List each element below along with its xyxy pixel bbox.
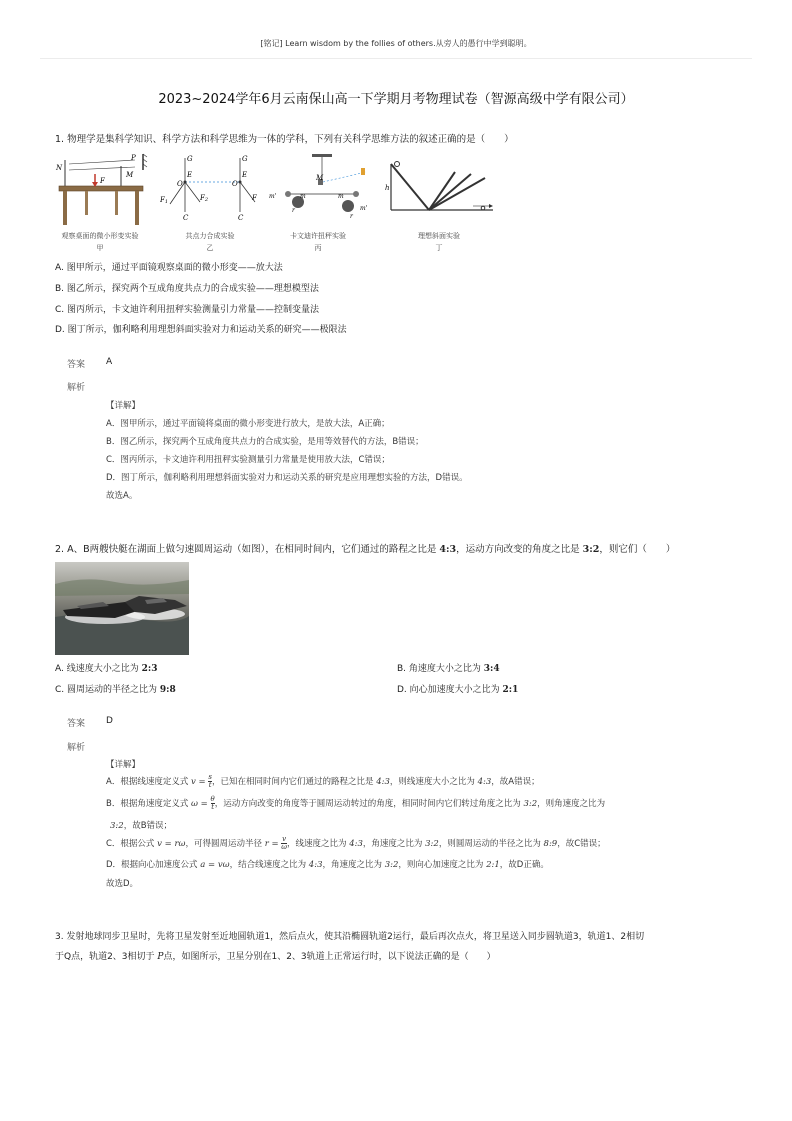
page-title: 2023~2024学年6月云南保山高一下学期月考物理试卷（智源高级中学有限公司） xyxy=(158,92,634,107)
q2-option-b xyxy=(397,661,500,674)
fig-label-n: N xyxy=(56,164,63,172)
fig-label-m-mirror: M xyxy=(316,174,324,182)
fig-label-g2: G xyxy=(242,155,248,163)
q2-stem-part1: 2. A、B两艘快艇在湖面上做匀速圆周运动（如图），在相同时间内，它们通过的路程之比是 xyxy=(55,544,437,555)
q2-option-c-text: C. 圆周运动的半径之比为 xyxy=(55,685,158,695)
fig-label-mprime2: m' xyxy=(360,205,368,212)
q1-analysis-label: 解析 xyxy=(67,383,86,393)
q2-option-d-ratio: 2:1 xyxy=(502,685,519,695)
q2-detail-b: B．根据角速度定义式 ω = $\frac{\theta}{t}$ ，运动方向改变的角度等于圆周运动转过的角度，相同时间内它们转过角度之比为 3:2，则角速度之比为 xyxy=(106,795,606,811)
q2-option-d-text: D. 向心加速度大小之比为 xyxy=(397,685,500,695)
q2-option-d xyxy=(397,682,518,695)
q2-option-c-ratio: 9:8 xyxy=(159,685,176,695)
q1-option-c: C. 图丙所示，卡文迪许利用扭秤实验测量引力常量——控制变量法 xyxy=(55,305,320,315)
q2-stem-part2: ，运动方向改变的角度之比是 xyxy=(456,544,580,555)
fig-label-h: h xyxy=(385,184,390,192)
svg-text:F1 xyxy=(160,196,168,205)
figure-caption-1: 观察桌面的微小形变实验 xyxy=(61,232,139,240)
fig-label-c2: C xyxy=(238,214,244,222)
q1-answer-label: 答案 xyxy=(67,360,86,370)
figure-label-4: 丁 xyxy=(435,244,443,252)
q1-answer: A xyxy=(106,357,113,367)
figure-force-composition xyxy=(160,152,270,232)
q2-option-b-ratio: 3:4 xyxy=(483,664,500,674)
figure-label-1: 甲 xyxy=(96,244,104,252)
fig-label-m1: m xyxy=(300,193,306,200)
fig-label-f3: F xyxy=(252,194,257,202)
fig-label-p: P xyxy=(131,154,136,162)
speedboat-photo xyxy=(55,562,189,655)
q2-option-a xyxy=(55,661,157,674)
q2-option-a-text: A. 线速度大小之比为 xyxy=(55,664,139,674)
fig-label-e2: E xyxy=(242,171,248,179)
q1-option-a: A. 图甲所示，通过平面镜观察桌面的微小形变——放大法 xyxy=(55,263,283,273)
figure-desk-mirror xyxy=(55,152,155,234)
q2-option-b-text: B. 角速度大小之比为 xyxy=(397,664,481,674)
q2-answer: D xyxy=(106,716,113,726)
fig-label-c1: C xyxy=(183,214,189,222)
figure-caption-2: 共点力合成实验 xyxy=(185,232,235,240)
q2-stem-ratio1: 4:3 xyxy=(439,544,457,555)
q3-stem-line1: 3. 发射地球同步卫星时，先将卫星发射至近地圆轨道1，然后点火，使其沿椭圆轨道2运行，最后再次点火，将卫星送入同步圆轨道3，轨道1、2相切 xyxy=(55,932,645,942)
q2-conclusion: 故选D。 xyxy=(106,879,139,889)
q1-detail-d: D．图丁所示，伽利略利用理想斜面实验对力和运动关系的研究是应用理想实验的方法，D错误。 xyxy=(106,473,468,483)
figure-label-2: 乙 xyxy=(206,244,214,252)
q2-option-c xyxy=(55,682,176,695)
figure-caption-3: 卡文迪许扭秤实验 xyxy=(290,232,346,240)
fig-label-r1: r xyxy=(292,207,295,214)
fig-label-m2: m xyxy=(338,193,344,200)
fig-label-f1-sub: 1 xyxy=(164,199,169,205)
q1-detail-c: C．图丙所示，卡文迪许利用扭秤实验测量引力常量是使用放大法，C错误； xyxy=(106,455,390,465)
q1-stem: 1. 物理学是集科学知识、科学方法和科学思维为一体的学科，下列有关科学思维方法的叙述正确的是（ ） xyxy=(55,134,514,145)
figure-caption-4: 理想斜面实验 xyxy=(418,232,460,240)
fig-label-e1: E xyxy=(187,171,193,179)
fig-label-f1: F xyxy=(160,196,165,204)
fig-label-f2-sub: 2 xyxy=(204,197,209,203)
q2-detail-a: A．根据线速度定义式 v = $\frac{s}{t}$ ，已知在相同时间内它们通过的路程之比是 4:3，则线速度大小之比为 4:3，故A错误； xyxy=(106,773,540,789)
q2-detail-b-cont: 3:2，故B错误； xyxy=(110,821,173,831)
q3-stem-line2: 于Q点，轨道2、3相切于 P点，如图所示，卫星分别在1、2、3轨道上正常运行时，以下说法正确的是（ ） xyxy=(55,952,496,962)
fig-label-o2: O xyxy=(232,180,238,188)
fig-label-r2: r xyxy=(350,213,353,220)
svg-text:F2 xyxy=(199,194,208,203)
fig-label-g1: G xyxy=(187,155,193,163)
fig-label-f2: F xyxy=(200,194,205,202)
figure-ideal-slope xyxy=(385,152,495,222)
q2-stem-ratio2: 3:2 xyxy=(582,544,600,555)
q1-option-b: B. 图乙所示，探究两个互成角度共点力的合成实验——理想模型法 xyxy=(55,284,319,294)
q1-detail-b: B．图乙所示，探究两个互成角度共点力的合成实验，是用等效替代的方法，B错误； xyxy=(106,437,424,447)
q1-detail-a: A．图甲所示，通过平面镜将桌面的微小形变进行放大，是放大法，A正确； xyxy=(106,419,390,429)
q2-stem xyxy=(55,543,675,557)
figure-label-3: 丙 xyxy=(314,244,322,252)
q1-detail-title: 【详解】 xyxy=(106,401,141,411)
q1-conclusion: 故选A。 xyxy=(106,491,138,501)
figure-torsion-balance xyxy=(268,152,378,232)
q2-answer-label: 答案 xyxy=(67,719,86,729)
q2-detail-c: C．根据公式 v = rω，可得圆周运动半径 r = $\frac{v}{\omega}$ ，线速度之比为 4:3，角速度之比为 3:2，则圆周运动的半径之比为 8:9，故C错误； xyxy=(106,835,606,851)
fig-label-o1: O xyxy=(177,180,183,188)
fig-label-mprime1: m' xyxy=(269,193,277,200)
motto-banner: [铭记] Learn wisdom by the follies of others.从旁人的愚行中学到聪明。 xyxy=(260,39,532,48)
q2-analysis-label: 解析 xyxy=(67,743,86,753)
q2-stem-part3: ，则它们（ ） xyxy=(599,544,676,555)
q2-option-a-ratio: 2:3 xyxy=(141,664,158,674)
q2-detail-title: 【详解】 xyxy=(106,760,141,770)
fig-label-m: M xyxy=(126,171,134,179)
q2-detail-d: D．根据向心加速度公式 a = vω，结合线速度之比为 4:3，角速度之比为 3:2，则向心加速度之比为 2:1，故D正确。 xyxy=(106,860,549,870)
q1-option-d: D. 图丁所示，伽利略利用理想斜面实验对力和运动关系的研究——极限法 xyxy=(55,325,347,335)
header-divider xyxy=(40,58,752,59)
fig-label-f: F xyxy=(100,177,105,185)
